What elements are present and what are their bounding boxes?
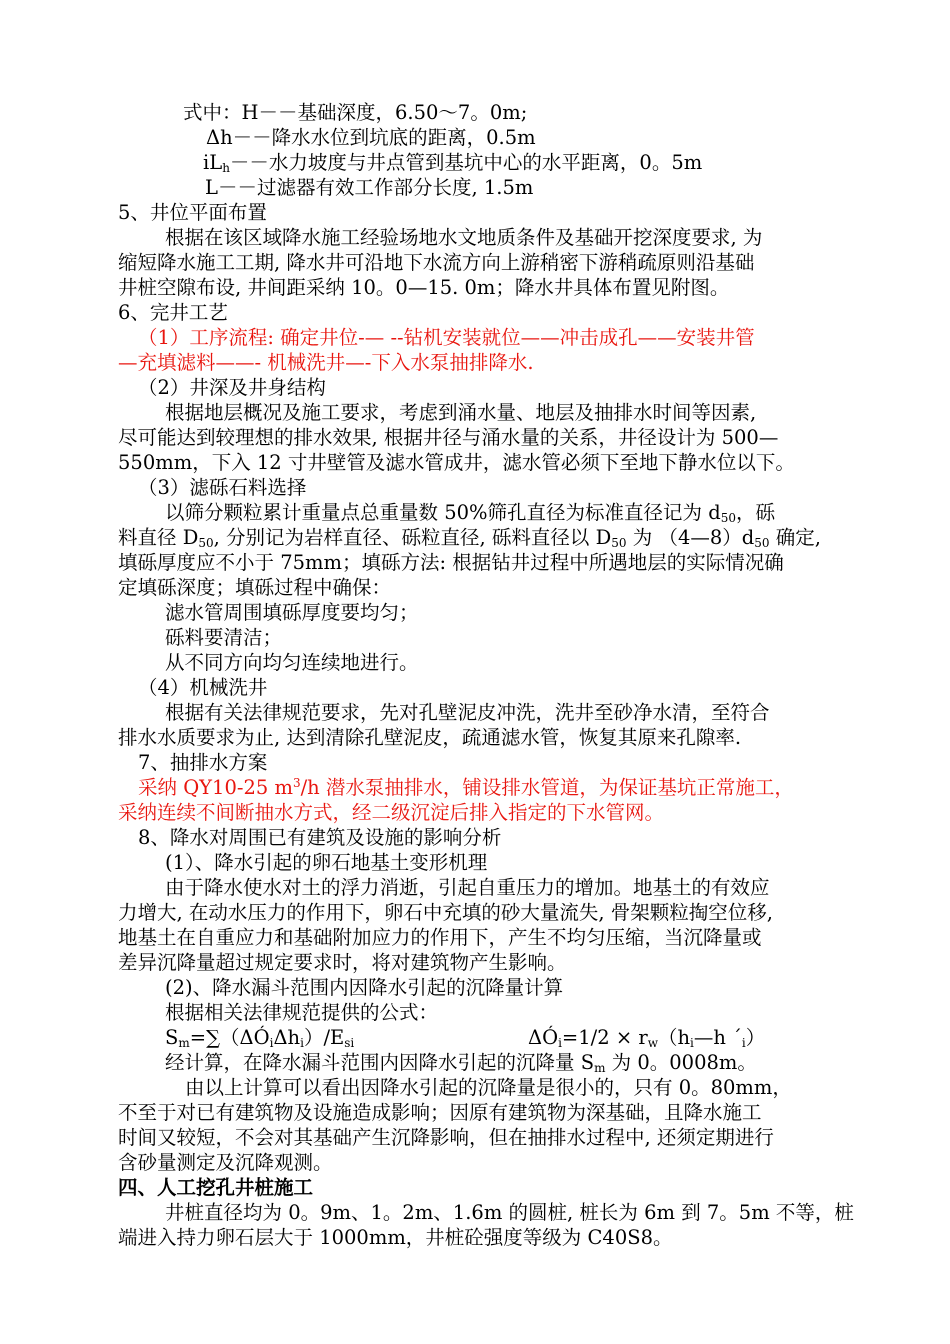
paragraph-line: 定填砾深度；填砾过程中确保： — [118, 576, 392, 599]
paragraph-line: 由于降水使水对土的浮力消逝，引起自重压力的增加。地基土的有效应 — [165, 876, 770, 899]
section-heading-6: 6、完井工艺 — [118, 301, 228, 324]
section-heading-8: 8、降水对周围已有建筑及设施的影响分析 — [138, 826, 502, 849]
formula-legend-dh: Δh－－降水水位到坑底的距离，0.5m — [206, 126, 536, 149]
process-flow-line: （1）工序流程: 确定井位-— --钻机安装就位——冲击成孔——安装井管 — [138, 326, 755, 349]
settlement-formula: $S_m=\sum(\Delta Ó_i\Delta h_i)/E_{si}$ — [165, 1026, 355, 1050]
process-flow-line: —充填滤料——- 机械洗井—-下入水泵抽排降水. — [118, 351, 534, 374]
list-item: 砾料要清洁； — [165, 626, 283, 649]
pump-plan-line: 采纳 QY10-25 $m^3/h$ 潜水泵抽排水，铺设排水管道，为保证基坑正常施工， — [138, 776, 794, 799]
paragraph-line: 经计算，在降水漏斗范围内因降水引起的沉降量 $S_m$ 为 0。0008m。 — [165, 1051, 757, 1075]
subsection-heading: (2)、降水漏斗范围内因降水引起的沉降量计算 — [165, 976, 564, 999]
paragraph-line: 时间又较短，不会对其基础产生沉降影响，但在抽排水过程中, 还须定期进行 — [118, 1126, 774, 1149]
chapter-heading: 四、人工挖孔井桩施工 — [118, 1176, 314, 1199]
paragraph-line: 井桩直径均为 0。9m、1。2m、1.6m 的圆桩, 桩长为 6m 到 7。5m 不等，桩 — [165, 1201, 854, 1224]
formula-legend-l: L－－过滤器有效工作部分长度, 1.5m — [205, 176, 534, 199]
paragraph-line: 料直径 $D_{50}$, 分别记为岩样直径、砾粒直径, 砾料直径以 $D_{50}$ 为 $(4—8)d_{50}$ 确定, — [118, 526, 821, 550]
section-heading-7: 7、抽排水方案 — [138, 751, 268, 774]
paragraph-line: 含砂量测定及沉降观测。 — [118, 1151, 333, 1174]
paragraph-line: 排水水质要求为止, 达到清除孔壁泥皮，疏通滤水管，恢复其原来孔隙率. — [118, 726, 742, 749]
subsection-heading: （4）机械洗井 — [138, 676, 268, 699]
subsection-heading: （3）滤砾石料选择 — [138, 476, 307, 499]
pump-plan-line: 采纳连续不间断抽水方式，经二级沉淀后排入指定的下水管网。 — [118, 801, 665, 824]
paragraph-line: 填砾厚度应不小于 75mm；填砾方法: 根据钻井过程中所遇地层的实际情况确 — [118, 551, 784, 574]
section-heading-5: 5、井位平面布置 — [118, 201, 267, 224]
subsection-heading: （2）井深及井身结构 — [138, 376, 326, 399]
paragraph-line: 根据有关法律规范要求，先对孔壁泥皮冲洗，洗井至砂净水清，至符合 — [165, 701, 770, 724]
paragraph-line: 缩短降水施工工期, 降水井可沿地下水流方向上游稍密下游稍疏原则沿基础 — [118, 251, 755, 274]
paragraph-line: 力增大, 在动水压力的作用下，卵石中充填的砂大量流失, 骨架颗粒掏空位移, — [118, 901, 773, 924]
paragraph-line: 550mm，下入 12 寸井壁管及滤水管成井，滤水管必须下至地下静水位以下。 — [118, 451, 795, 474]
paragraph-line: 不至于对已有建筑物及设施造成影响；因原有建筑物为深基础，且降水施工 — [118, 1101, 762, 1124]
paragraph-line: 以筛分颗粒累计重量点总重量数 50%筛孔直径为标准直径记为 $d_{50}$，砾 — [165, 501, 776, 525]
paragraph-line: 尽可能达到较理想的排水效果, 根据井径与涌水量的关系，井径设计为 500— — [118, 426, 779, 449]
paragraph-line: 端进入持力卵石层大于 1000mm，井桩砼强度等级为 C40S8。 — [118, 1226, 673, 1249]
list-item: 滤水管周围填砾厚度要均匀； — [165, 601, 419, 624]
paragraph-line: 根据相关法律规范提供的公式： — [165, 1001, 439, 1024]
formula-legend-h: 式中：H－－基础深度，6.50～7。0m; — [183, 101, 528, 124]
paragraph-line: 地基土在自重应力和基础附加应力的作用下，产生不均匀压缩，当沉降量或 — [118, 926, 762, 949]
subsection-heading: (1）、降水引起的卵石地基土变形机理 — [165, 851, 488, 874]
paragraph-line: 井桩空隙布设, 井间距采纳 10。0—15. 0m；降水井具体布置见附图。 — [118, 276, 730, 299]
paragraph-line: 由以上计算可以看出因降水引起的沉降量是很小的，只有 0。80mm， — [185, 1076, 792, 1099]
paragraph-line: 差异沉降量超过规定要求时，将对建筑物产生影响。 — [118, 951, 567, 974]
paragraph-line: 根据在该区域降水施工经验场地水文地质条件及基础开挖深度要求, 为 — [165, 226, 763, 249]
stress-formula: $\Delta Ó_i=1/2$ × $r_w(h_i—h$ ˊ$_i$） — [528, 1026, 766, 1050]
list-item: 从不同方向均匀连续地进行。 — [165, 651, 419, 674]
paragraph-line: 根据地层概况及施工要求，考虑到涌水量、地层及抽排水时间等因素, — [165, 401, 757, 424]
formula-legend-il: $iL_h--$水力坡度与井点管到基坑中心的水平距离，0。5m — [203, 151, 703, 175]
